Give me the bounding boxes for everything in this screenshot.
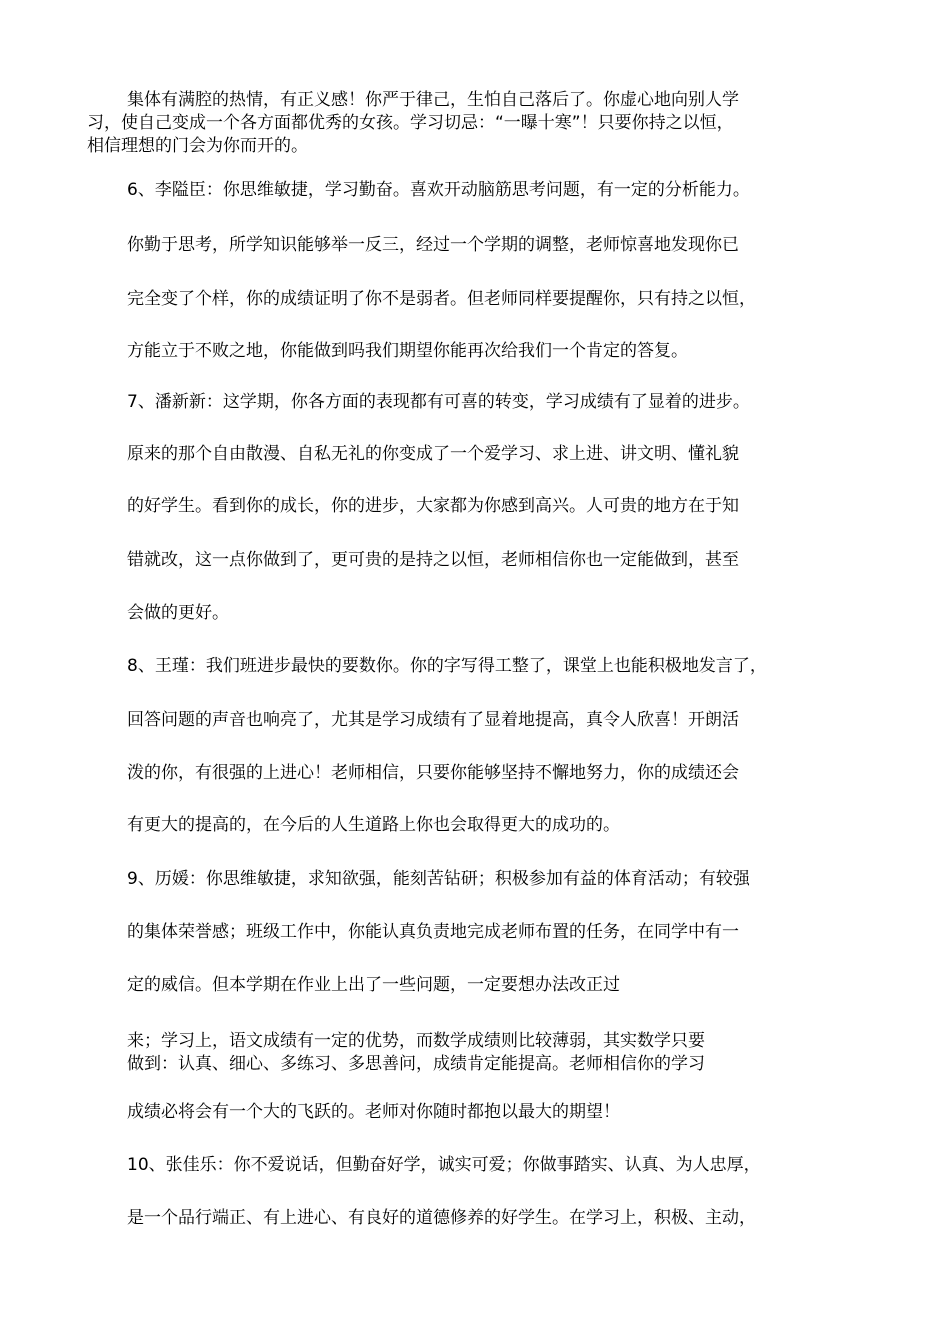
text-line: 错就改，这一点你做到了，更可贵的是持之以恒，老师相信你也一定能做到，甚至 — [127, 550, 739, 570]
text-line: 集体有满腔的热情，有正义感！你严于律己，生怕自己落后了。你虚心地向别人学 — [127, 90, 739, 110]
text-line: 泼的你，有很强的上进心！老师相信，只要你能够坚持不懈地努力，你的成绩还会 — [127, 763, 739, 783]
text-line: 来；学习上，语文成绩有一定的优势，而数学成绩则比较薄弱，其实数学只要 — [127, 1031, 705, 1051]
text-line: 原来的那个自由散漫、自私无礼的你变成了一个爱学习、求上进、讲文明、懂礼貌 — [127, 444, 739, 464]
text-line: 完全变了个样，你的成绩证明了你不是弱者。但老师同样要提醒你，只有持之以恒， — [127, 289, 756, 309]
text-line: 定的威信。但本学期在作业上出了一些问题，一定要想办法改正过 — [127, 975, 620, 995]
text-line: 的好学生。看到你的成长，你的进步，大家都为你感到高兴。人可贵的地方在于知 — [127, 496, 739, 516]
text-line: 做到：认真、细心、多练习、多思善问，成绩肯定能提高。老师相信你的学习 — [127, 1054, 705, 1074]
text-line: 6、李隘臣：你思维敏捷，学习勤奋。喜欢开动脑筋思考问题，有一定的分析能力。 — [127, 180, 750, 200]
text-line: 有更大的提高的，在今后的人生道路上你也会取得更大的成功的。 — [127, 815, 620, 835]
text-line: 你勤于思考，所学知识能够举一反三，经过一个学期的调整，老师惊喜地发现你已 — [127, 235, 739, 255]
text-line: 方能立于不败之地，你能做到吗我们期望你能再次给我们一个肯定的答复。 — [127, 341, 688, 361]
text-line: 8、王瑾：我们班进步最快的要数你。你的字写得工整了，课堂上也能积极地发言了， — [127, 656, 767, 676]
text-line: 会做的更好。 — [127, 603, 229, 623]
text-line: 习，使自己变成一个各方面都优秀的女孩。学习切忌：“一曝十寒”！只要你持之以恒， — [87, 113, 734, 133]
text-line: 是一个品行端正、有上进心、有良好的道德修养的好学生。在学习上，积极、主动， — [127, 1208, 756, 1228]
text-line: 7、潘新新：这学期，你各方面的表现都有可喜的转变，学习成绩有了显着的进步。 — [127, 392, 750, 412]
text-line: 回答问题的声音也响亮了，尤其是学习成绩有了显着地提高，真令人欣喜！开朗活 — [127, 710, 739, 730]
text-line: 的集体荣誉感；班级工作中，你能认真负责地完成老师布置的任务，在同学中有一 — [127, 922, 739, 942]
text-line: 10、张佳乐：你不爱说话，但勤奋好学，诚实可爱；你做事踏实、认真、为人忠厚， — [127, 1155, 761, 1175]
text-line: 成绩必将会有一个大的飞跃的。老师对你随时都抱以最大的期望！ — [127, 1102, 620, 1122]
text-line: 相信理想的门会为你而开的。 — [87, 136, 308, 156]
text-line: 9、历媛：你思维敏捷，求知欲强，能刻苦钻研；积极参加有益的体育活动；有较强 — [127, 869, 750, 889]
